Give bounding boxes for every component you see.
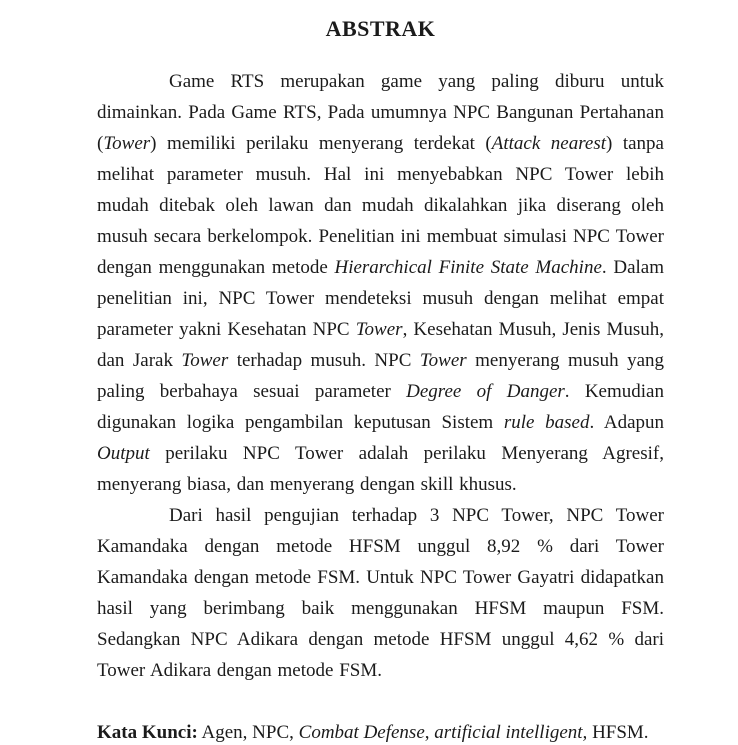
text-run: Hierarchical Finite State Machine	[334, 257, 602, 278]
text-run: Output	[97, 443, 150, 464]
text-run: ) memiliki perilaku menyerang terdekat (	[150, 133, 492, 154]
text-run: Dari hasil pengujian terhadap 3 NPC Tower, NPC Tower Kamandaka dengan metode HFSM unggul 8,92 % dari Tower Kamandaka dengan metode FSM. Untuk NPC Tower Gayatri didapatkan hasil yang berimbang baik menggunakan HFSM maupun FSM. Sedangkan NPC Adikara dengan metode HFSM unggul 4,62 % dari Tower Adikara dengan metode FSM.	[97, 505, 664, 681]
text-run: . Dalam penelitian ini, NPC Tower mendeteksi musuh dengan melihat empat parameter yakni Kesehatan NPC	[97, 257, 664, 340]
text-run: HFSM.	[587, 722, 649, 743]
keywords-line	[97, 717, 664, 745]
abstract-content	[97, 0, 664, 745]
text-run: menyerang musuh yang paling berbahaya sesuai parameter	[97, 350, 665, 402]
text-run: Kata Kunci:	[97, 722, 198, 743]
text-run: ) tanpa melihat parameter musuh. Hal ini menyebabkan NPC Tower lebih mudah ditebak oleh lawan dan mudah dikalahkan jika diserang oleh musuh secara berkelompok. Penelitian ini membuat simulasi NPC Tower dengan menggunakan metode	[97, 133, 664, 278]
text-run: ,	[424, 722, 435, 743]
text-run: artificial intelligent,	[434, 722, 588, 743]
text-run: Tower	[419, 350, 467, 371]
text-run: perilaku NPC Tower adalah perilaku Menyerang Agresif, menyerang biasa, dan menyerang dengan skill khusus.	[97, 443, 664, 495]
text-run: . Kemudian digunakan logika pengambilan keputusan Sistem	[97, 381, 664, 433]
text-run: Tower	[355, 319, 403, 340]
abstract-paragraph-1	[97, 66, 664, 500]
text-run: Combat Defense	[298, 722, 425, 743]
text-run: rule based	[503, 412, 590, 433]
text-run: Attack nearest	[491, 133, 607, 154]
text-run: , Kesehatan Musuh, Jenis Musuh, dan Jarak	[97, 319, 664, 371]
text-run: Tower	[103, 133, 151, 154]
text-run: . Adapun	[589, 412, 665, 433]
text-run: terhadap musuh. NPC	[228, 350, 420, 371]
abstract-paragraph-2	[97, 500, 664, 686]
text-run: Game RTS merupakan game yang paling diburu untuk dimainkan. Pada Game RTS, Pada umumnya NPC Bangunan Pertahanan (	[97, 71, 664, 154]
text-run: Degree of Danger	[406, 381, 565, 402]
abstract-title: ABSTRAK	[325, 16, 436, 41]
text-run: Tower	[181, 350, 229, 371]
text-run: Agen, NPC,	[197, 722, 299, 743]
